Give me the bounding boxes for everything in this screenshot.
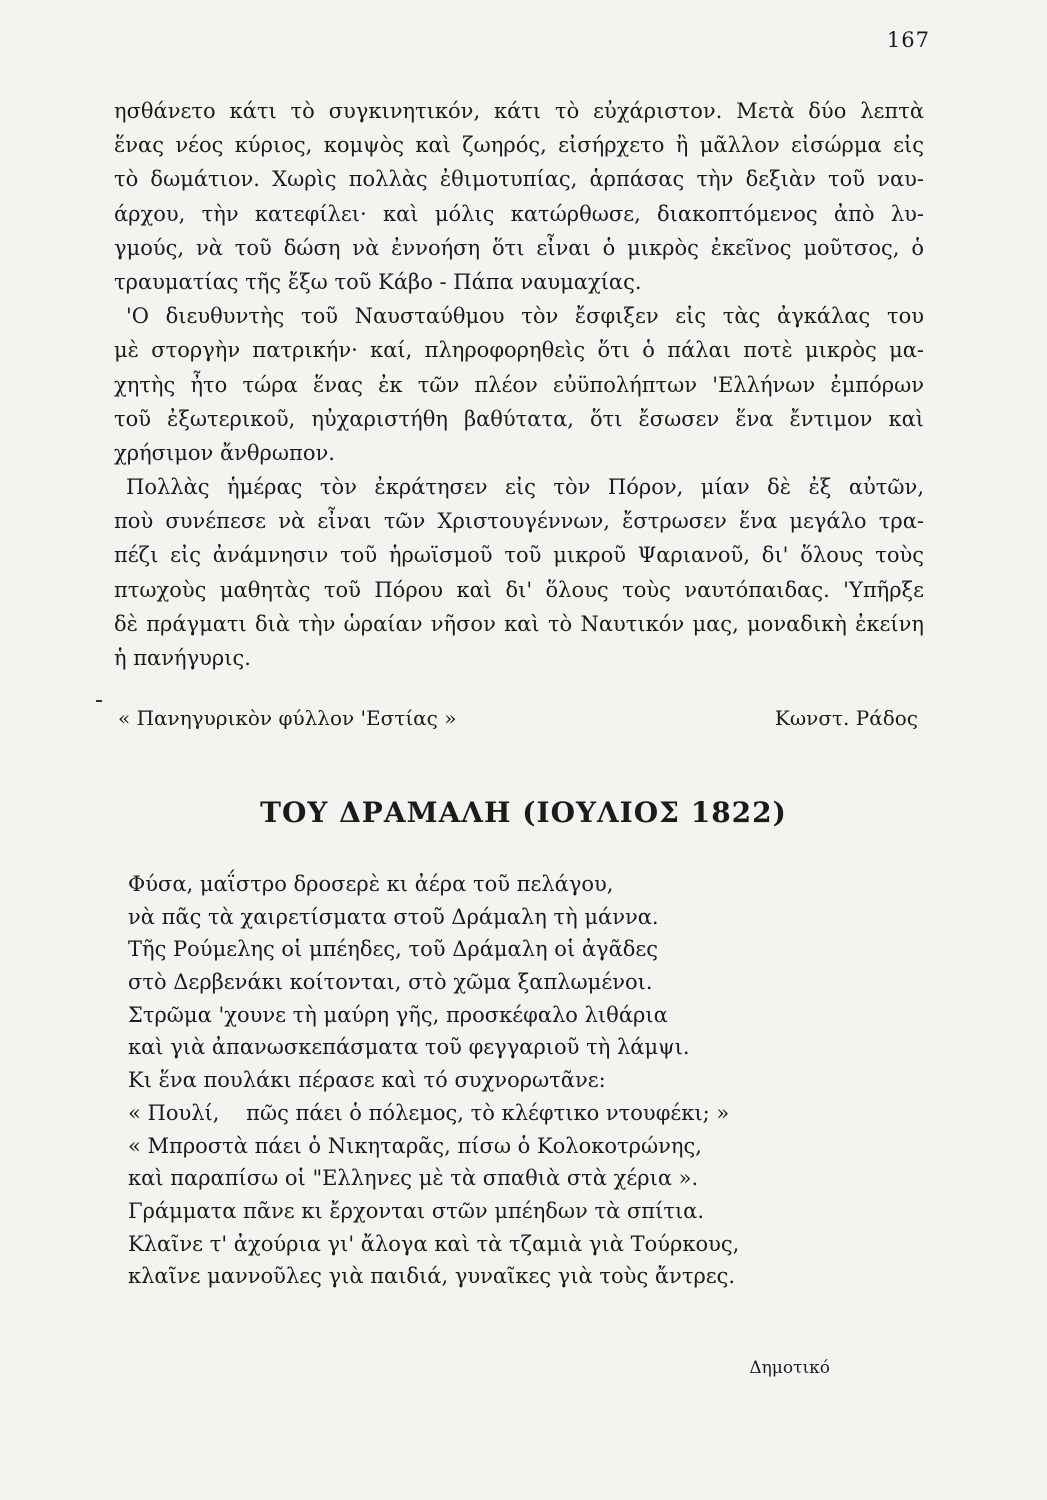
prose-body: [114, 94, 924, 675]
poem-line: στὸ Δερβενάκι κοίτονται, στὸ χῶμα ξαπλωμένοι.: [128, 970, 653, 995]
poem-line: Κλαῖνε τ' ἀχούρια γι' ἄλογα καὶ τὰ τζαμιὰ γιὰ Τούρκους,: [128, 1231, 740, 1256]
prose-line: ποὺ συνέπεσε νὰ εἶναι τῶν Χριστουγέννων, ἔστρωσεν ἕνα μεγάλο τρα-: [114, 509, 924, 534]
poem-line: Γράμματα πᾶνε κι ἔρχονται στῶν μπέηδων τὰ σπίτια.: [128, 1198, 705, 1223]
prose-line: πέζι εἰς ἀνάμνησιν τοῦ ἡρωϊσμοῦ τοῦ μικροῦ Ψαριανοῦ, δι' ὅλους τοὺς: [114, 543, 924, 568]
prose-line: ἡ πανήγυρις.: [114, 646, 251, 670]
source-attribution: [118, 706, 918, 730]
prose-line: πτωχοὺς μαθητὰς τοῦ Πόρου καὶ δι' ὅλους τοὺς ναυτόπαιδας. 'Υπῆρξε: [114, 577, 924, 602]
poem-line: Τῆς Ρούμελης οἱ μπέηδες, τοῦ Δράμαλη οἱ ἀγᾶδες: [128, 937, 659, 962]
prose-line: Πολλὰς ἡμέρας τὸν ἐκράτησεν εἰς τὸν Πόρον, μίαν δὲ ἐξ αὐτῶν,: [126, 475, 924, 500]
poem-line: « Μπροστὰ πάει ὁ Νικηταρᾶς, πίσω ὁ Κολοκοτρώνης,: [128, 1133, 702, 1158]
prose-line: χητὴς ἦτο τώρα ἕνας ἐκ τῶν πλέον εὐϋπολήπτων 'Ελλήνων ἐμπόρων: [114, 372, 924, 397]
prose-line: χρήσιμον ἄνθρωπον.: [114, 440, 335, 465]
poem-line: καὶ παραπίσω οἱ "Ελληνες μὲ τὰ σπαθιὰ στὰ χέρια ».: [128, 1166, 699, 1191]
prose-line: τραυματίας τῆς ἔξω τοῦ Κάβο - Πάπα ναυμαχίας.: [114, 269, 642, 294]
prose-line: ησθάνετο κάτι τὸ συγκινητικόν, κάτι τὸ εὐχάριστον. Μετὰ δύο λεπτὰ: [114, 99, 924, 123]
prose-line: τὸ δωμάτιον. Χωρὶς πολλὰς ἐθιμοτυπίας, ἁρπάσας τὴν δεξιὰν τοῦ ναυ-: [114, 167, 924, 192]
poem-line: Φύσα, μαΐστρο δροσερὲ κι ἀέρα τοῦ πελάγου,: [128, 872, 614, 896]
prose-line: τοῦ ἐξωτερικοῦ, ηὐχαριστήθη βαθύτατα, ὅτι ἔσωσεν ἕνα ἔντιμον καὶ: [114, 406, 924, 431]
source-author: Κωνστ. Ράδος: [774, 706, 918, 730]
page-number: 167: [886, 28, 930, 52]
dash-mark: [96, 700, 102, 702]
prose-line: δὲ πράγματι διὰ τὴν ὡραίαν νῆσον καὶ τὸ Ναυτικόν μας, μοναδικὴ ἐκείνη: [114, 611, 924, 636]
poem-line: « Πουλί, πῶς πάει ὁ πόλεμος, τὸ κλέφτικο ντουφέκι; »: [128, 1100, 730, 1125]
prose-line: γμούς, νὰ τοῦ δώση νὰ ἐννοήση ὅτι εἶναι ὁ μικρὸς ἐκεῖνος μοῦτσος, ὁ: [114, 235, 924, 260]
poem-line: κλαῖνε μαννοῦλες γιὰ παιδιά, γυναῖκες γιὰ τοὺς ἄντρες.: [128, 1264, 736, 1289]
prose-line: ἕνας νέος κύριος, κομψὸς καὶ ζωηρός, εἰσήρχετο ἢ μᾶλλον εἰσώρμα εἰς: [114, 133, 924, 158]
poem-line: Κι ἕνα πουλάκι πέρασε καὶ τό συχνορωτᾶνε:: [128, 1068, 606, 1093]
poem-signature: Δημοτικό: [749, 1358, 830, 1378]
prose-line: 'Ο διευθυντὴς τοῦ Ναυσταύθμου τὸν ἔσφιξεν εἰς τὰς ἀγκάλας του: [126, 304, 924, 329]
prose-line: άρχου, τὴν κατεφίλει· καὶ μόλις κατώρθωσε, διακοπτόμενος ἀπὸ λυ-: [114, 201, 924, 226]
poem-line: Στρῶμα 'χουνε τὴ μαύρη γῆς, προσκέφαλο λιθάρια: [128, 1002, 668, 1027]
poem-line: καὶ γιὰ ἀπανωσκεπάσματα τοῦ φεγγαριοῦ τὴ λάμψι.: [128, 1035, 690, 1060]
poem-body: [128, 868, 928, 1293]
poem-line: νὰ πᾶς τὰ χαιρετίσματα στοῦ Δράμαλη τὴ μάννα.: [128, 904, 659, 929]
prose-line: μὲ στοργὴν πατρικήν· καί, πληροφορηθεὶς ὅτι ὁ πάλαι ποτὲ μικρὸς μα-: [114, 338, 924, 363]
source-publication: « Πανηγυρικὸν φύλλον 'Εστίας »: [118, 706, 457, 730]
poem-title: ΤΟΥ ΔΡΑΜΑΛΗ (ΙΟΥΛΙΟΣ 1822): [260, 796, 787, 829]
